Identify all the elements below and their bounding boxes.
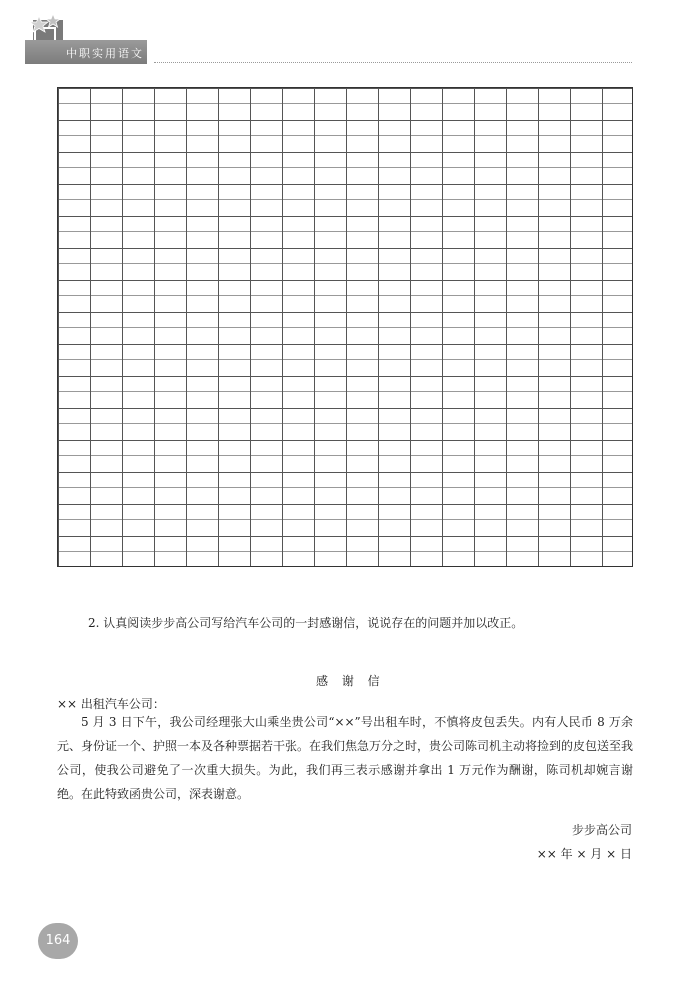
writing-grid [57, 87, 633, 567]
book-title: 中职实用语文 [66, 47, 144, 60]
letter-salutation: ×× 出租汽车公司： [57, 697, 165, 711]
header-divider [154, 62, 632, 63]
letter-signer: 步步高公司 [571, 823, 632, 837]
page-number: 164 [38, 923, 78, 959]
question-2: 2. 认真阅读步步高公司写给汽车公司的一封感谢信，说说存在的问题并加以改正。 [88, 616, 524, 630]
letter-date: ×× 年 × 月 × 日 [536, 847, 632, 861]
letter-body: 5 月 3 日下午，我公司经理张大山乘坐贵公司“××”号出租车时，不慎将皮包丢失。内有人民币 8 万余元、身份证一个、护照一本及各种票据若干张。在我们焦急万分之时，贵公司陈司机主动将捡到的皮包送至我公司，使我公司避免了一次重大损失。为此，我们再三表示感谢并拿出 1 万元作为酬谢，陈司机却婉言谢绝。在此特致函贵公司，深表谢意。 [57, 715, 634, 801]
letter-title: 感 谢 信 [316, 674, 385, 688]
